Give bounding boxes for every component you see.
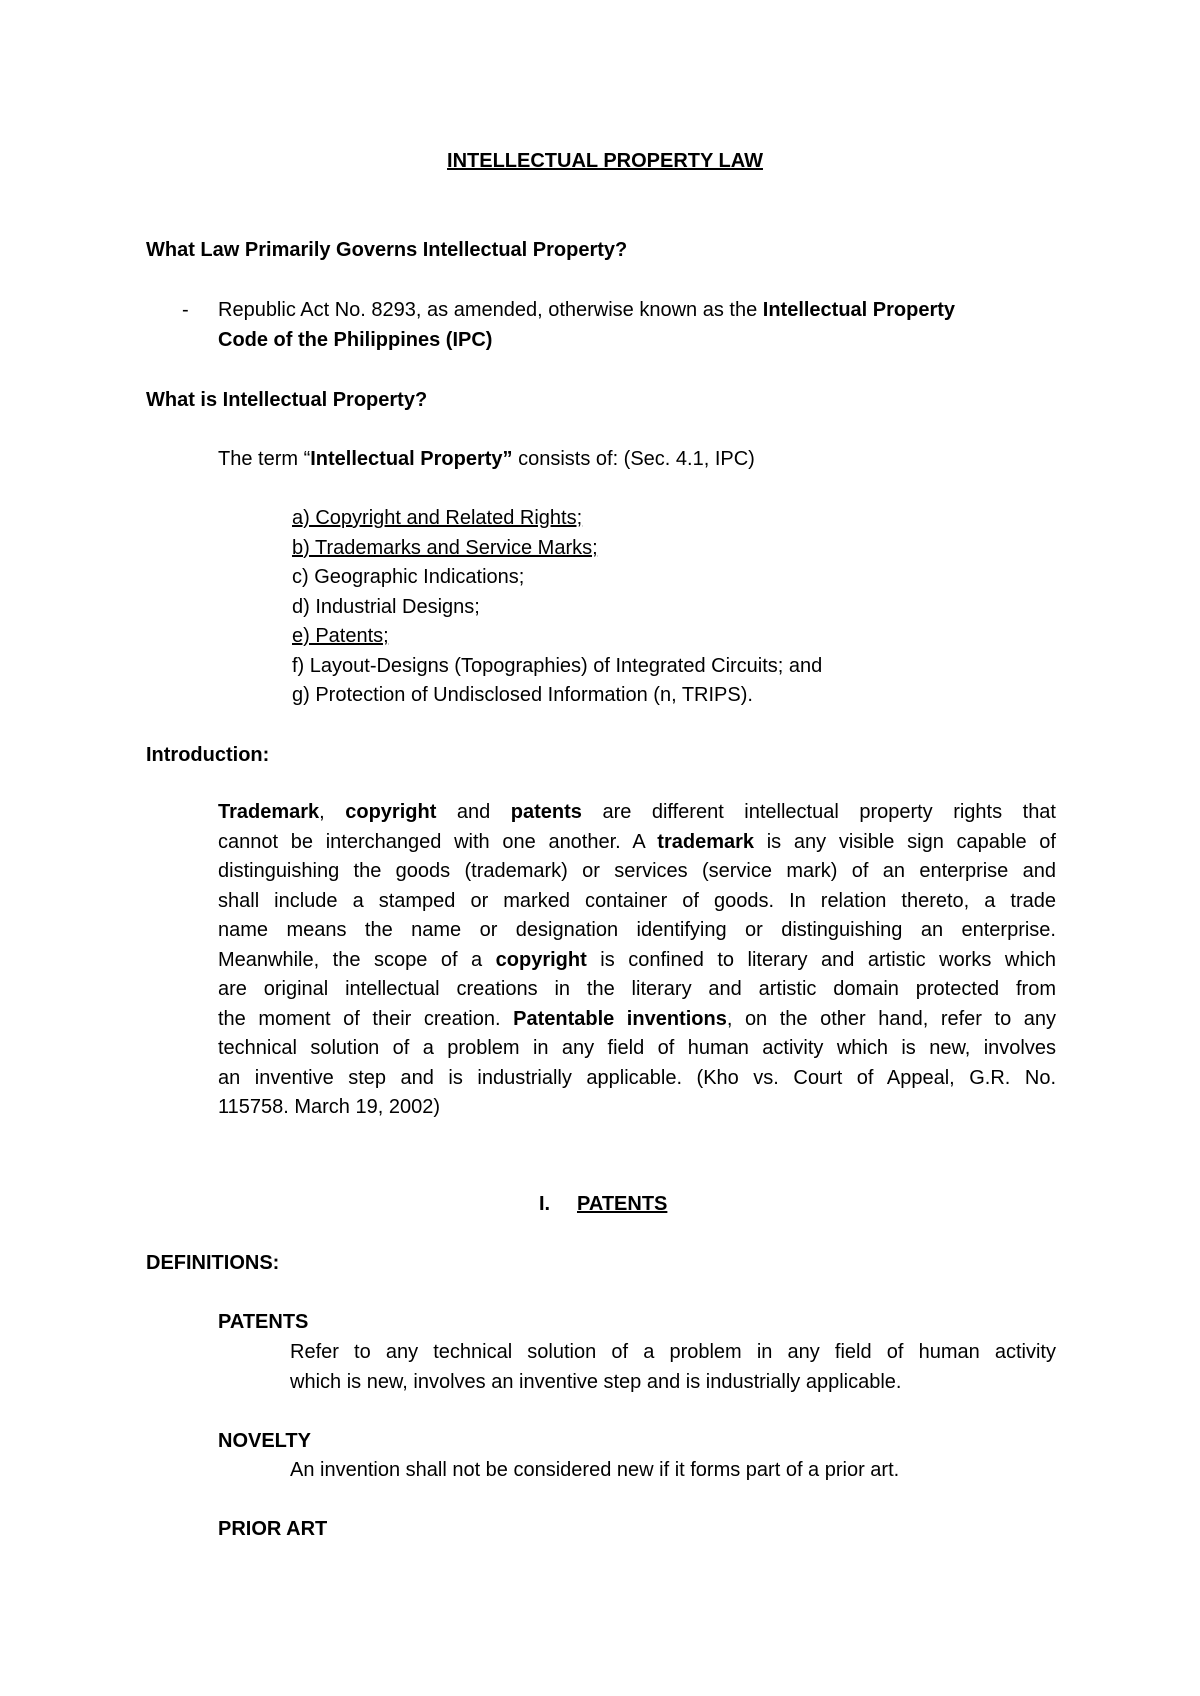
- intro-bold-trademark-2: trademark: [657, 830, 755, 853]
- q1-answer-bold-2: Code of the Philippines (IPC): [218, 328, 493, 351]
- intro-text: are different intellectual property rights that: [581, 801, 1056, 823]
- intro-text: is confined to literary and artistic works which: [586, 948, 1057, 971]
- document-title: INTELLECTUAL PROPERTY LAW: [447, 150, 763, 172]
- list-item: c) Geographic Indications;: [292, 566, 525, 588]
- intro-text: cannot be interchanged with one another. A: [218, 830, 658, 853]
- ip-list: [292, 504, 822, 711]
- intro-text: shall include a stamped or marked container of goods. In relation thereto, a trade: [218, 889, 1056, 912]
- intro-bold-patentable: Patentable inventions: [513, 1007, 727, 1030]
- term-prior-art: PRIOR ART: [218, 1518, 328, 1540]
- q1-answer-plain: Republic Act No. 8293, as amended, otherwise known as the: [218, 299, 763, 321]
- list-item: d) Industrial Designs;: [292, 595, 480, 618]
- q1-dash: -: [182, 299, 189, 321]
- intro-text: and: [436, 801, 511, 823]
- q2-term-line: [218, 445, 755, 475]
- list-item: a) Copyright and Related Rights;: [292, 507, 583, 529]
- intro-bold-copyright-2: copyright: [495, 948, 587, 971]
- intro-text: name means the name or designation identifying or distinguishing an enterprise.: [218, 919, 1056, 941]
- intro-bold-copyright: copyright: [345, 801, 437, 823]
- intro-text: , on the other hand, refer to any: [726, 1007, 1056, 1030]
- definitions-heading: DEFINITIONS:: [146, 1252, 280, 1274]
- section-number: I.: [539, 1193, 551, 1215]
- list-item: f) Layout-Designs (Topographies) of Integrated Circuits; and: [292, 654, 823, 677]
- intro-text: an inventive step and is industrially applicable. (Kho vs. Court of Appeal, G.R. No.: [218, 1066, 1056, 1089]
- list-item: g) Protection of Undisclosed Information (n, TRIPS).: [292, 684, 753, 706]
- intro-heading: Introduction:: [146, 744, 270, 766]
- intro-bold-trademark: Trademark: [218, 801, 320, 823]
- novelty-definition: An invention shall not be considered new if it forms part of a prior art.: [290, 1459, 900, 1481]
- intro-text: are original intellectual creations in the literary and artistic domain protected from: [218, 978, 1056, 1000]
- intro-text: 115758. March 19, 2002): [218, 1096, 441, 1118]
- q2-heading: What is Intellectual Property?: [146, 389, 428, 411]
- term-patents: PATENTS: [218, 1311, 309, 1333]
- q2-term-post: consists of: (Sec. 4.1, IPC): [512, 448, 755, 470]
- intro-text: is any visible sign capable of: [754, 830, 1056, 853]
- list-item: b) Trademarks and Service Marks;: [292, 536, 598, 559]
- definition-text: Refer to any technical solution of a problem in any field of human activity: [290, 1341, 1056, 1363]
- list-item: e) Patents;: [292, 625, 389, 647]
- section-title: PATENTS: [577, 1193, 668, 1215]
- q2-term-bold: Intellectual Property”: [310, 448, 513, 470]
- intro-text: ,: [319, 801, 346, 823]
- definition-text: which is new, involves an inventive step and is industrially applicable.: [290, 1370, 902, 1393]
- term-novelty: NOVELTY: [218, 1430, 311, 1452]
- q1-heading: What Law Primarily Governs Intellectual Property?: [146, 239, 628, 261]
- intro-paragraph: [218, 798, 1056, 1123]
- q1-answer-bold-1: Intellectual Property: [762, 299, 956, 321]
- intro-text: Meanwhile, the scope of a: [218, 948, 496, 971]
- intro-text: the moment of their creation.: [218, 1007, 514, 1030]
- patents-definition: [290, 1338, 1056, 1397]
- q1-answer: [218, 296, 1038, 355]
- intro-text: technical solution of a problem in any field of human activity which is new, involves: [218, 1037, 1056, 1059]
- intro-text: distinguishing the goods (trademark) or services (service mark) of an enterprise and: [218, 860, 1056, 882]
- q2-term-pre: The term “: [218, 448, 311, 470]
- intro-bold-patents: patents: [510, 801, 582, 823]
